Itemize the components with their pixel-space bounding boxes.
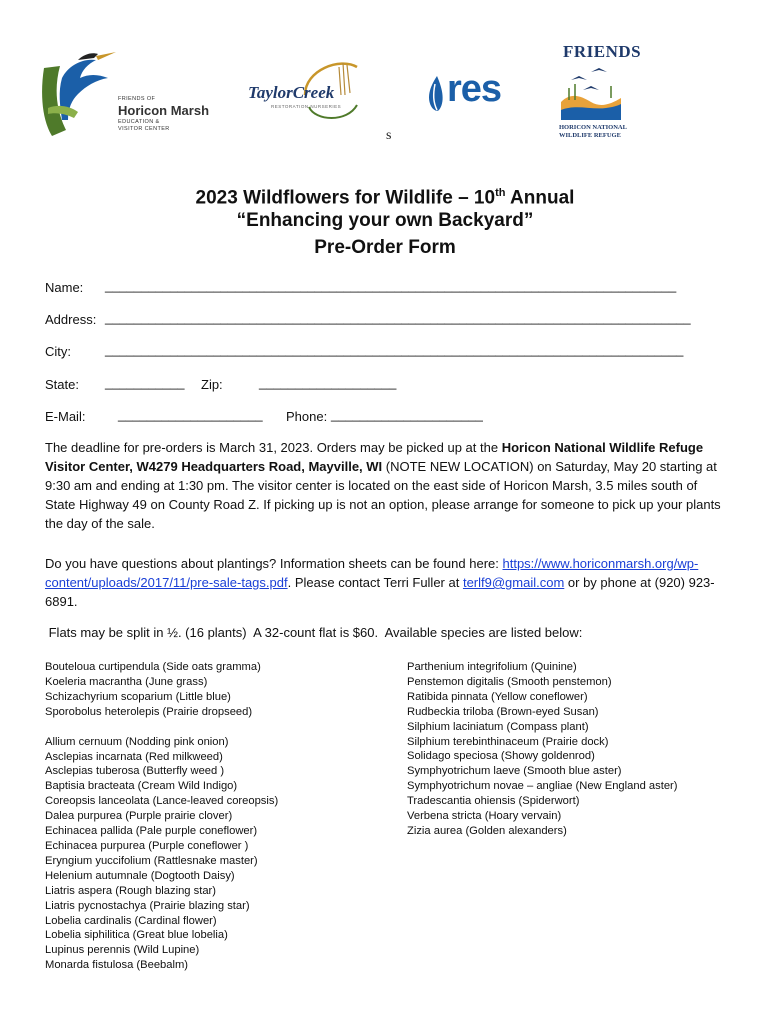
species-item: Echinacea pallida (Pale purple coneflower) xyxy=(45,825,258,838)
species-item: Lupinus perennis (Wild Lupine) xyxy=(45,944,200,957)
species-item: Verbena stricta (Hoary vervain) xyxy=(407,810,562,823)
title-superscript: th xyxy=(495,187,506,199)
zip-label: Zip: xyxy=(201,377,223,392)
title-line3: Pre-Order Form xyxy=(314,237,456,258)
geese-over-marsh-icon xyxy=(561,62,621,120)
species-item: Asclepias incarnata (Red milkweed) xyxy=(45,750,223,763)
species-item: Symphyotrichum novae – angliae (New England aster) xyxy=(407,780,678,793)
stray-mark: s xyxy=(386,128,392,143)
city-field[interactable]: ________________________________________________________________________________ xyxy=(105,342,684,357)
species-group-spacer xyxy=(45,720,278,735)
horicon-logo-line4: VISITOR CENTER xyxy=(118,126,170,132)
res-name: res xyxy=(447,68,502,110)
taylor-creek-name: TaylorCreek xyxy=(248,83,335,102)
email-label: E-Mail: xyxy=(45,409,86,424)
phone-field[interactable]: _____________________ xyxy=(331,407,483,422)
species-item: Bouteloua curtipendula (Side oats gramma) xyxy=(45,661,261,673)
pickup-text-1: The deadline for pre-orders is March 31, 2023. Orders may be picked up at the xyxy=(45,440,502,455)
species-item: Zizia aurea (Golden alexanders) xyxy=(407,824,567,837)
state-field[interactable]: ___________ xyxy=(105,375,185,390)
leaf-drop-icon xyxy=(425,74,447,114)
species-item: Asclepias tuberosa (Butterfly weed ) xyxy=(45,765,225,778)
taylor-creek-logo xyxy=(245,55,375,125)
species-item: Parthenium integrifolium (Quinine) xyxy=(407,661,577,673)
res-logo xyxy=(425,70,525,120)
name-field[interactable]: _______________________________________________________________________________ xyxy=(105,278,677,293)
species-item: Dalea purpurea (Purple prairie clover) xyxy=(45,810,233,823)
pickup-text-2: (NOTE NEW LOCATION) on Saturday, May 20 starting at 9:30 am and ending at 1:30 pm. The visitor center is located on the east side of Horicon Marsh, 3.5 miles south of State Highway 49 on County Road Z. If picking up is not an option, please arrange for someone to pick up your plants the day of the sale. xyxy=(45,459,721,531)
species-item: Tradescantia ohiensis (Spiderwort) xyxy=(407,795,580,808)
species-list-left xyxy=(45,660,278,973)
title-line2: “Enhancing your own Backyard” xyxy=(236,210,534,231)
refuge-logo-top: FRIENDS xyxy=(563,42,642,61)
taylor-creek-sub: RESTORATION NURSERIES xyxy=(271,104,342,109)
species-item: Monarda fistulosa (Beebalm) xyxy=(45,959,189,972)
pickup-location: Horicon National Wildlife Refuge Visitor Center, W4279 Headquarters Road, Mayville, WI xyxy=(45,440,704,474)
horicon-logo-line3: EDUCATION & xyxy=(118,119,160,125)
species-item: Ratibida pinnata (Yellow coneflower) xyxy=(407,690,588,703)
horicon-marsh-logo xyxy=(38,48,213,143)
contact-email-link[interactable]: terlf9@gmail.com xyxy=(462,575,565,590)
species-item: Sporobolus heterolepis (Prairie dropseed) xyxy=(45,705,253,718)
species-item: Penstemon digitalis (Smooth penstemon) xyxy=(407,675,612,688)
title-line1-text: 2023 Wildflowers for Wildlife – 10 xyxy=(195,187,496,209)
refuge-logo-bottom1: HORICON NATIONAL xyxy=(559,124,627,131)
species-list-right xyxy=(407,660,678,839)
species-item: Solidago speciosa (Showy goldenrod) xyxy=(407,750,595,763)
species-item: Liatris pycnostachya (Prairie blazing star) xyxy=(45,899,250,912)
species-item: Allium cernuum (Nodding pink onion) xyxy=(45,735,229,748)
species-item: Silphium laciniatum (Compass plant) xyxy=(407,720,589,733)
city-label: City: xyxy=(45,344,71,359)
species-item: Rudbeckia triloba (Brown-eyed Susan) xyxy=(407,705,599,718)
friends-refuge-logo xyxy=(555,42,675,147)
species-item: Eryngium yuccifolium (Rattlesnake master) xyxy=(45,854,258,867)
questions-text-3: or by phone at (920) 923-6891. xyxy=(45,575,715,609)
address-field[interactable]: _________________________________________________________________________________ xyxy=(105,310,691,325)
title-line1-suffix: Annual xyxy=(505,187,575,209)
species-item: Echinacea purpurea (Purple coneflower ) xyxy=(45,839,249,852)
questions-text-2: . Please contact Terri Fuller at xyxy=(287,575,463,590)
species-item: Schizachyrium scoparium (Little blue) xyxy=(45,690,231,703)
questions-text-1: Do you have questions about plantings? Information sheets can be found here: xyxy=(45,556,503,571)
species-item: Silphium terebinthinaceum (Prairie dock) xyxy=(407,735,609,748)
species-item: Coreopsis lanceolata (Lance-leaved coreopsis) xyxy=(45,795,279,808)
species-item: Lobelia cardinalis (Cardinal flower) xyxy=(45,914,217,927)
questions-paragraph xyxy=(45,554,725,611)
species-item: Baptisia bracteata (Cream Wild Indigo) xyxy=(45,780,238,793)
horicon-logo-line1: FRIENDS OF xyxy=(118,96,156,102)
address-label: Address: xyxy=(45,312,97,327)
name-label: Name: xyxy=(45,280,84,295)
species-item: Liatris aspera (Rough blazing star) xyxy=(45,884,217,897)
refuge-logo-bottom2: WILDLIFE REFUGE xyxy=(559,132,621,139)
species-item: Helenium autumnale (Dogtooth Daisy) xyxy=(45,869,235,882)
heron-emblem-icon xyxy=(38,48,118,143)
species-item: Koeleria macrantha (June grass) xyxy=(45,675,208,688)
phone-label: Phone: xyxy=(286,409,328,424)
zip-field[interactable]: ___________________ xyxy=(259,375,397,390)
email-field[interactable]: ____________________ xyxy=(118,407,263,422)
info-sheets-link[interactable]: https://www.horiconmarsh.org/wp-content/uploads/2017/11/pre-sale-tags.pdf xyxy=(45,556,699,590)
state-label: State: xyxy=(45,377,79,392)
logo-row xyxy=(0,0,770,170)
pickup-paragraph xyxy=(45,438,725,533)
species-item: Lobelia siphilitica (Great blue lobelia) xyxy=(45,929,228,942)
horicon-logo-line2: Horicon Marsh xyxy=(118,103,210,118)
species-item: Symphyotrichum laeve (Smooth blue aster) xyxy=(407,765,622,778)
flats-note: Flats may be split in ½. (16 plants) A 32-count flat is $60. Available species are listed below: xyxy=(45,625,583,640)
